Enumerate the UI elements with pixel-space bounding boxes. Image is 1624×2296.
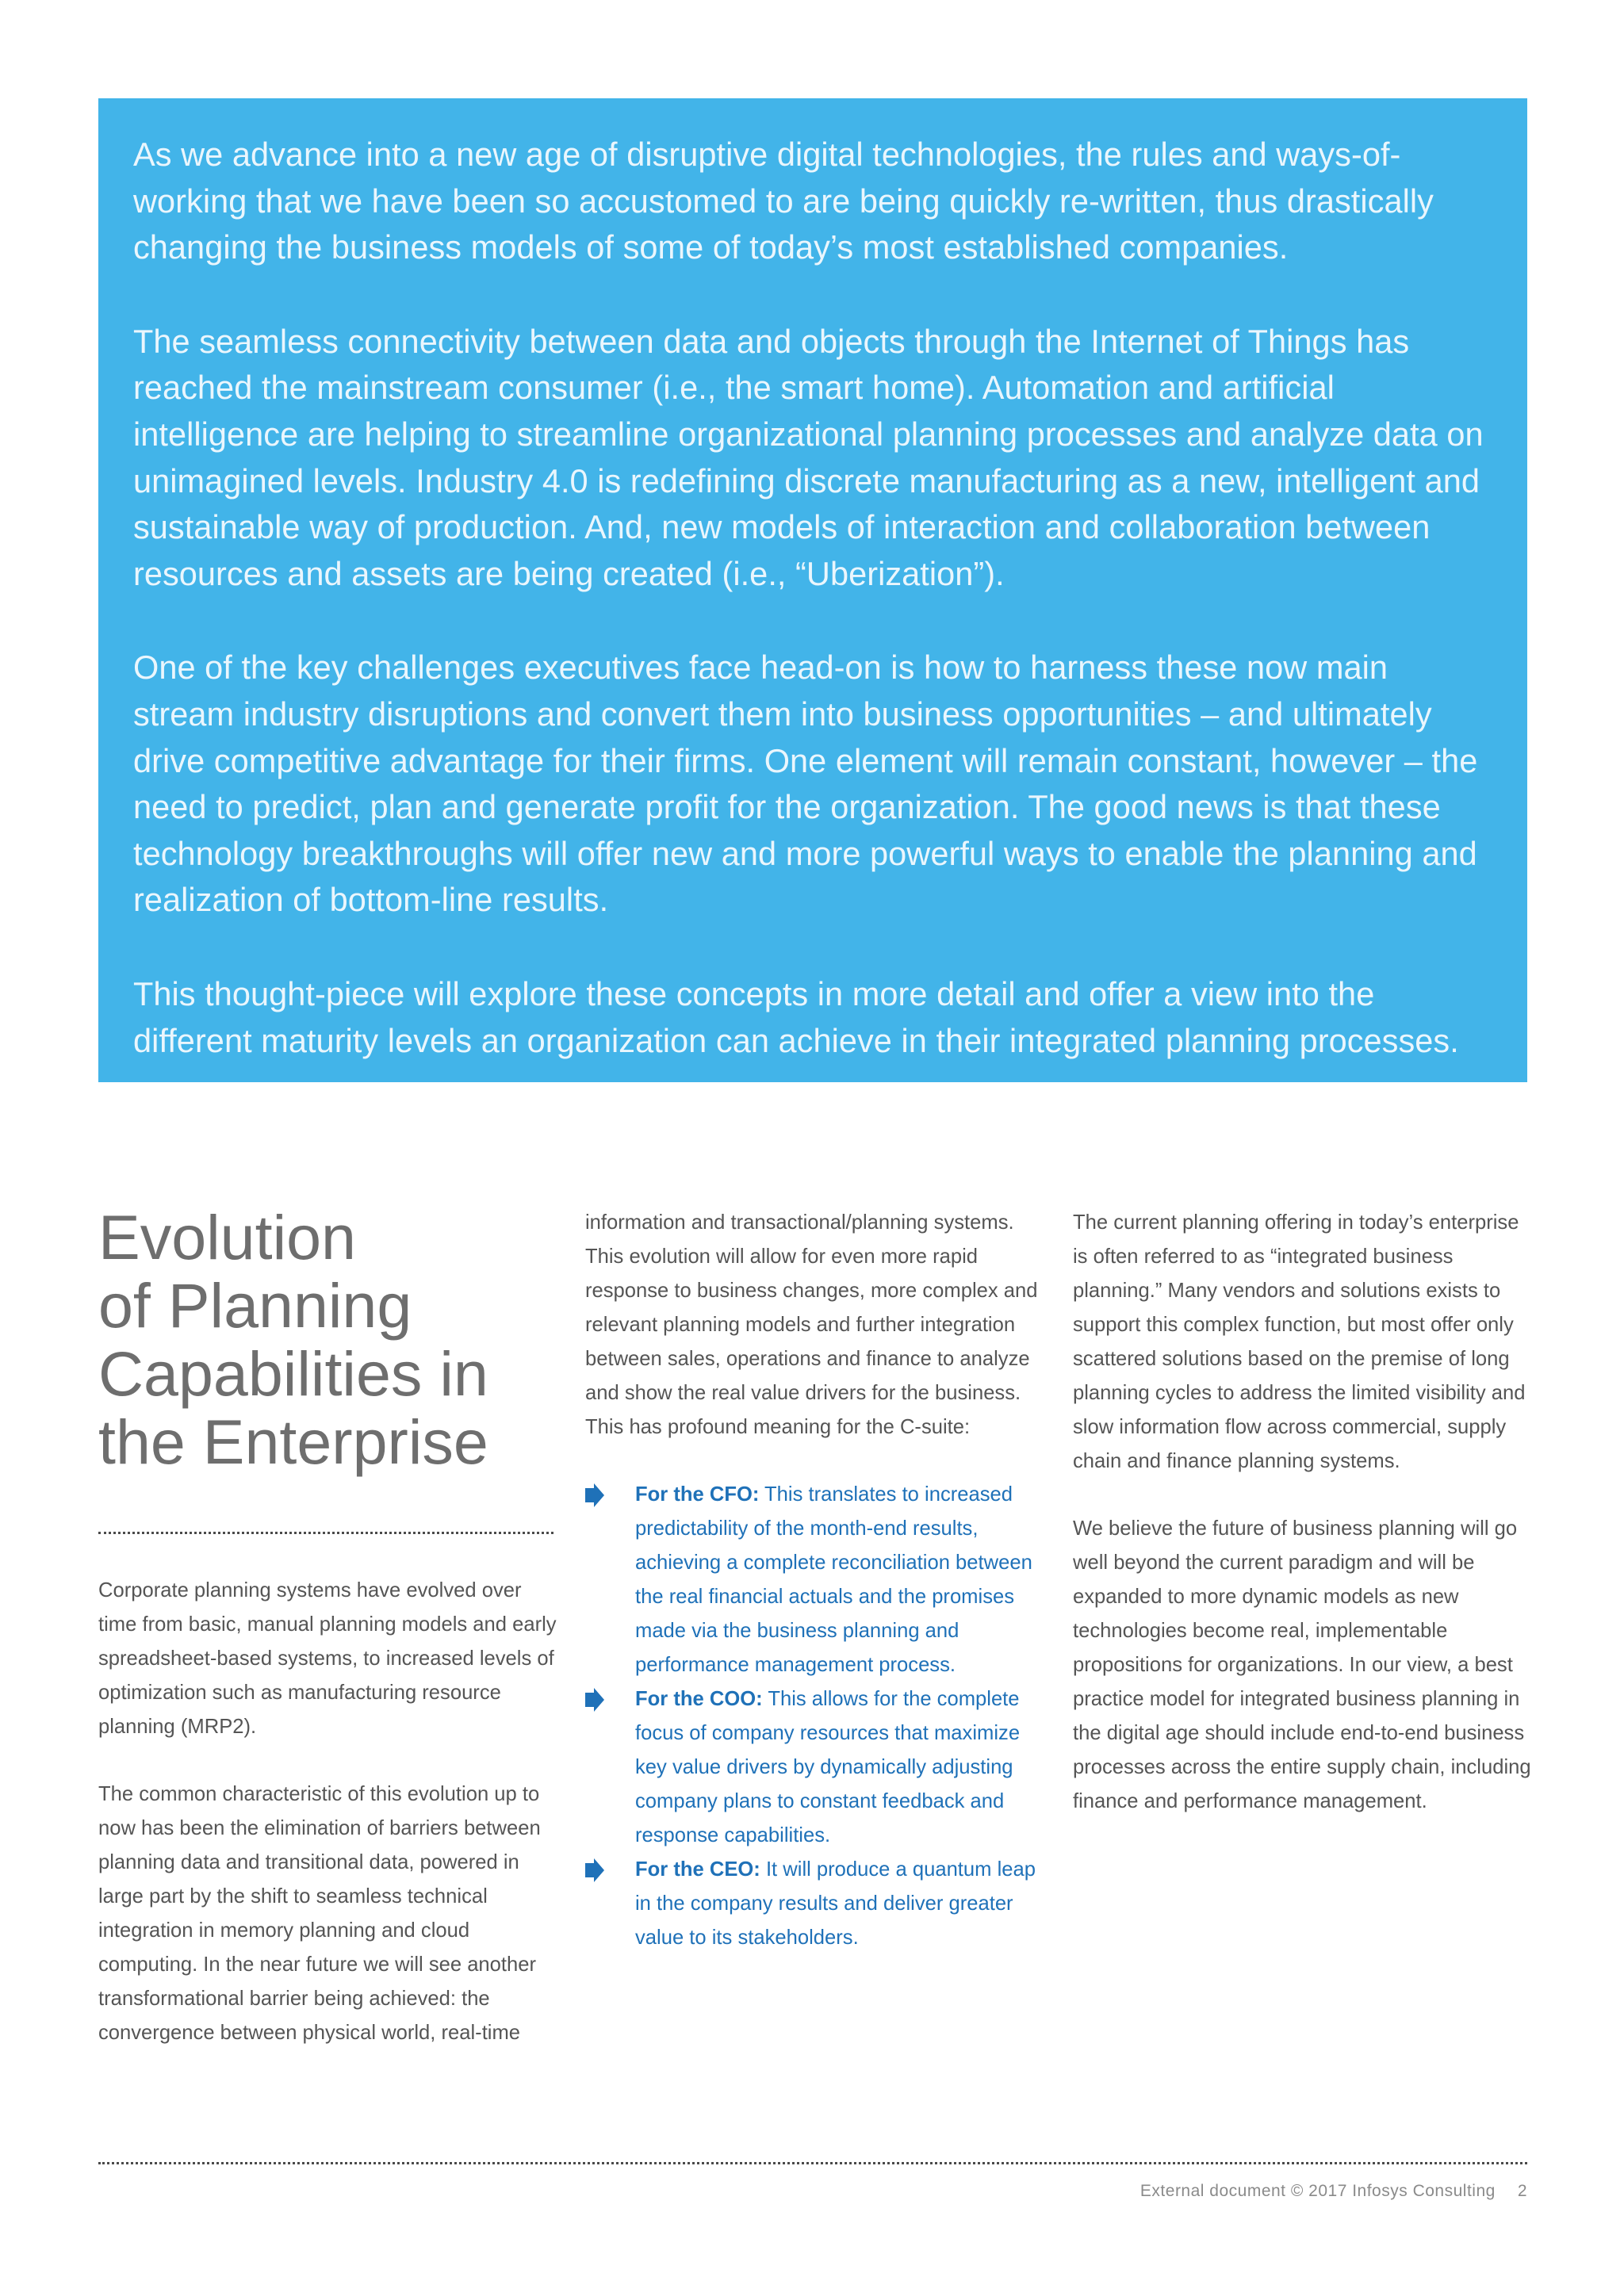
list-item-coo (585, 1682, 1045, 1853)
c-suite-list (585, 1478, 1045, 1955)
footer-divider (98, 2162, 1527, 2164)
list-item-cfo (585, 1478, 1045, 1682)
footer (1140, 2182, 1527, 2201)
body-paragraph: The common characteristic of this evolution up to now has been the elimination of barriers between planning data and transitional data, powered in large part by the shift to seamless technical integration in memory planning and cloud computing. In the near future we will see another transformational barrier being achieved: the convergence between physical world, real-time (98, 1783, 541, 2044)
bullet-lead: For the CFO: (635, 1483, 760, 1506)
body-paragraph: We believe the future of business planning will go well beyond the current paradigm and will be expanded to more dynamic models as new technologies become real, implementable propositions for organizations. In our view, a best practice model for integrated business planning in the digital age should include end-to-end business processes across the entire supply chain, including finance and performance management. (1073, 1517, 1531, 1812)
intro-paragraph: This thought-piece will explore these concepts in more detail and offer a view into the different maturity levels an organization can achieve in their integrated planning processes. (133, 974, 1459, 1059)
list-item-ceo (585, 1853, 1045, 1955)
heading-line: of Planning (98, 1270, 412, 1341)
right-arrow-icon (585, 1688, 604, 1712)
page-number: 2 (1517, 2182, 1527, 2200)
right-arrow-icon (585, 1858, 604, 1882)
intro-box (98, 98, 1527, 1082)
body-paragraph: information and transactional/planning systems. This evolution will allow for even more rapid response to business changes, more complex and relevant planning models and further integration between sales, operations and finance to analyze and show the real value drivers for the business. This has profound meaning for the C-suite: (585, 1211, 1038, 1438)
bullet-text: This translates to increased predictability of the month-end results, achieving a complete reconciliation between the real financial actuals and the promises made via the business planning and performance management process. (635, 1483, 1032, 1676)
column-1 (98, 1574, 558, 2084)
bullet-lead: For the COO: (635, 1688, 763, 1710)
column-3 (1073, 1206, 1533, 1852)
intro-paragraph: One of the key challenges executives face head-on is how to harness these now main stream industry disruptions and convert them into business opportunities – and ultimately drive competitive advantage for their firms. One element will remain constant, however – the need to predict, plan and generate profit for the organization. The good news is that these technology breakthroughs will offer new and more powerful ways to enable the planning and realization of bottom-line results. (133, 649, 1478, 919)
heading-line: Evolution (98, 1202, 356, 1272)
right-arrow-icon (585, 1483, 604, 1507)
body-paragraph: The current planning offering in today’s enterprise is often referred to as “integrated business planning.” Many vendors and solutions exists to support this complex function, but most offer only scattered solutions based on the premise of long planning cycles to address the limited visibility and slow information flow across commercial, supply chain and finance planning systems. (1073, 1211, 1526, 1472)
intro-paragraph: The seamless connectivity between data and objects through the Internet of Things has reached the mainstream consumer (i.e., the smart home). Automation and artificial intelligence are helping to streamline organizational planning processes and analyze data on unimagined levels. Industry 4.0 is redefining discrete manufacturing as a new, intelligent and sustainable way of production. And, new models of interaction and collaboration between resources and assets are being created (i.e., “Uberization”). (133, 322, 1484, 592)
heading-line: the Enterprise (98, 1406, 488, 1477)
heading-line: Capabilities in (98, 1338, 488, 1409)
column-2 (585, 1206, 1045, 1955)
bullet-text: It will produce a quantum leap in the company results and deliver greater value to its stakeholders. (635, 1858, 1036, 1949)
bullet-text: This allows for the complete focus of company resources that maximize key value drivers by dynamically adjusting company plans to constant feedback and response capabilities. (635, 1688, 1021, 1846)
intro-paragraph: As we advance into a new age of disruptive digital technologies, the rules and ways-of-working that we have been so accustomed to are being quickly re-written, thus drastically changing the business models of some of today’s most established companies. (133, 136, 1434, 266)
bullet-lead: For the CEO: (635, 1858, 760, 1881)
section-heading (98, 1203, 574, 1476)
body-paragraph: Corporate planning systems have evolved over time from basic, manual planning models and early spreadsheet-based systems, to increased levels of optimization such as manufacturing resource planning (MRP2). (98, 1579, 557, 1738)
footer-text: External document © 2017 Infosys Consulting (1139, 2182, 1496, 2200)
heading-divider (98, 1532, 553, 1534)
